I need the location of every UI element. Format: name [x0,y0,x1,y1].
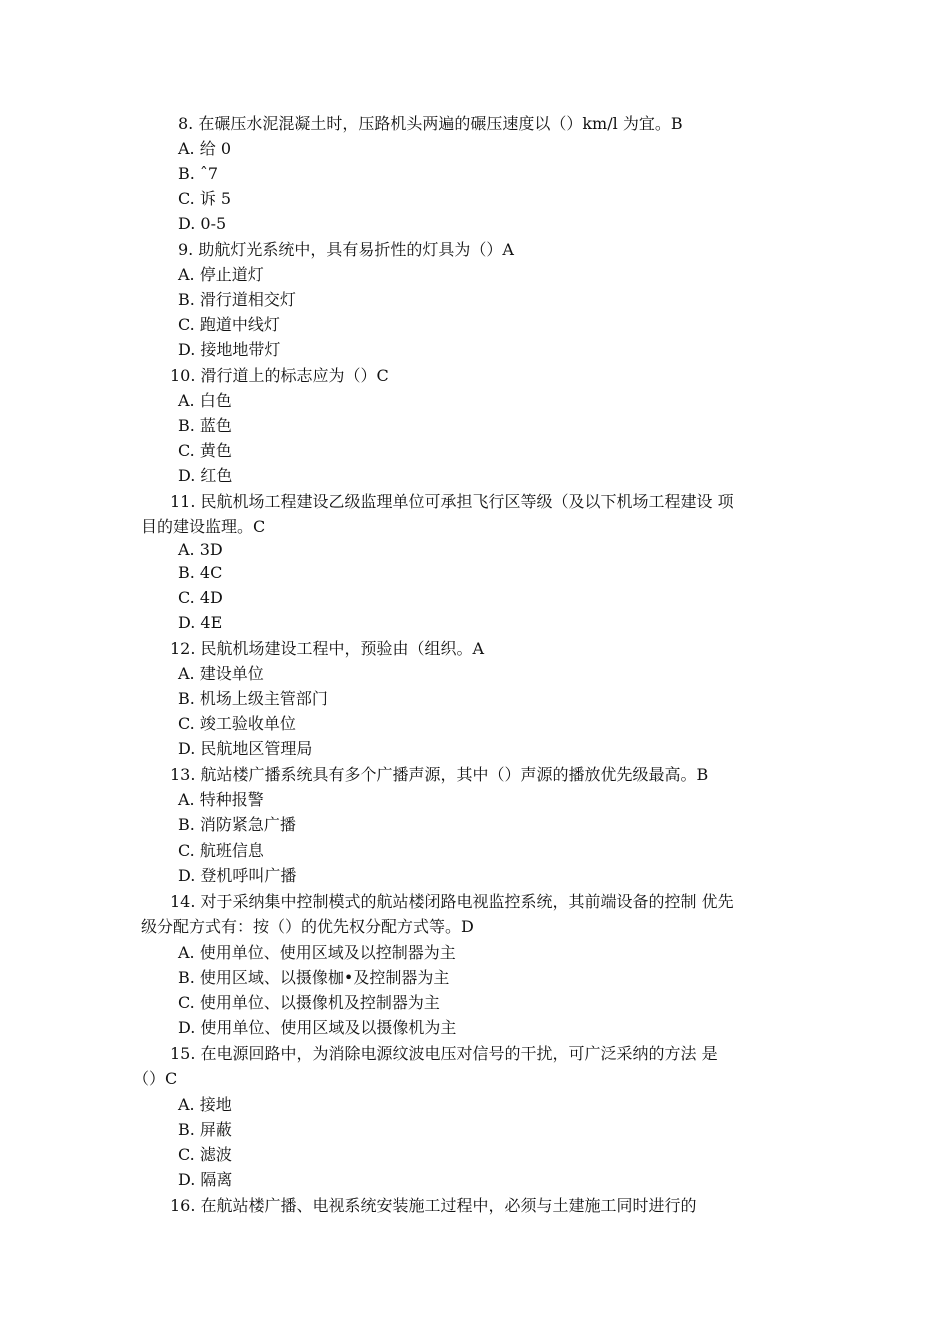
question-15-option-a: A. 接地 [178,1095,232,1114]
question-8-option-b: B. ˆ7 [178,164,219,183]
question-15-stem-continued: （）C [133,1069,178,1088]
question-12-option-a: A. 建设单位 [178,664,264,683]
question-11-stem-continued: 目的建设监理。C [141,517,266,536]
question-11-stem: 11. 民航机场工程建设乙级监理单位可承担飞行区等级（及以下机场工程建设 项 [170,492,734,511]
question-10-option-a: A. 白色 [178,391,232,410]
question-9-stem: 9. 助航灯光系统中，具有易折性的灯具为（）A [178,240,514,259]
question-8-stem: 8. 在碾压水泥混凝土时，压路机头两遍的碾压速度以（）km/l 为宜。B [178,114,683,133]
question-15-option-c: C. 滤波 [178,1145,232,1164]
question-15-option-d: D. 隔离 [178,1170,233,1189]
question-16-stem: 16. 在航站楼广播、电视系统安装施工过程中，必须与土建施工同时进行的 [170,1196,697,1215]
question-14-option-a: A. 使用单位、使用区域及以控制器为主 [178,943,456,962]
question-14-stem-continued: 级分配方式有：按（）的优先权分配方式等。D [141,917,474,936]
question-12-option-c: C. 竣工验收单位 [178,714,296,733]
question-12-stem: 12. 民航机场建设工程中，预验由（组织。A [170,639,485,658]
question-12-option-b: B. 机场上级主管部门 [178,689,328,708]
question-8-option-d: D. 0-5 [178,214,227,233]
question-9-option-d: D. 接地地带灯 [178,340,281,359]
question-13-option-b: B. 消防紧急广播 [178,815,296,834]
question-14-stem: 14. 对于采纳集中控制模式的航站楼闭路电视监控系统，其前端设备的控制 优先 [170,892,734,911]
question-14-option-b: B. 使用区域、以摄像枷•及控制器为主 [178,968,450,987]
question-14-option-c: C. 使用单位、以摄像机及控制器为主 [178,993,440,1012]
question-11-option-b: B. 4C [178,563,223,582]
question-9-option-b: B. 滑行道相交灯 [178,290,296,309]
question-9-option-a: A. 停止道灯 [178,265,264,284]
question-8-option-c: C. 诉 5 [178,189,232,208]
question-13-option-d: D. 登机呼叫广播 [178,866,297,885]
question-8-option-a: A. 给 0 [178,139,231,158]
question-10-option-d: D. 红色 [178,466,233,485]
question-13-option-a: A. 特种报警 [178,790,264,809]
question-11-option-a: A. 3D [178,540,223,559]
question-10-stem: 10. 滑行道上的标志应为（）C [170,366,389,385]
question-9-option-c: C. 跑道中线灯 [178,315,280,334]
question-12-option-d: D. 民航地区管理局 [178,739,313,758]
question-13-stem: 13. 航站楼广播系统具有多个广播声源，其中（）声源的播放优先级最高。B [170,765,709,784]
question-15-option-b: B. 屏蔽 [178,1120,232,1139]
question-10-option-c: C. 黄色 [178,441,232,460]
question-14-option-d: D. 使用单位、使用区域及以摄像机为主 [178,1018,457,1037]
question-11-option-c: C. 4D [178,588,223,607]
question-10-option-b: B. 蓝色 [178,416,232,435]
question-11-option-d: D. 4E [178,613,223,632]
question-13-option-c: C. 航班信息 [178,841,264,860]
question-15-stem: 15. 在电源回路中，为消除电源纹波电压对信号的干扰，可广泛采纳的方法 是 [170,1044,718,1063]
